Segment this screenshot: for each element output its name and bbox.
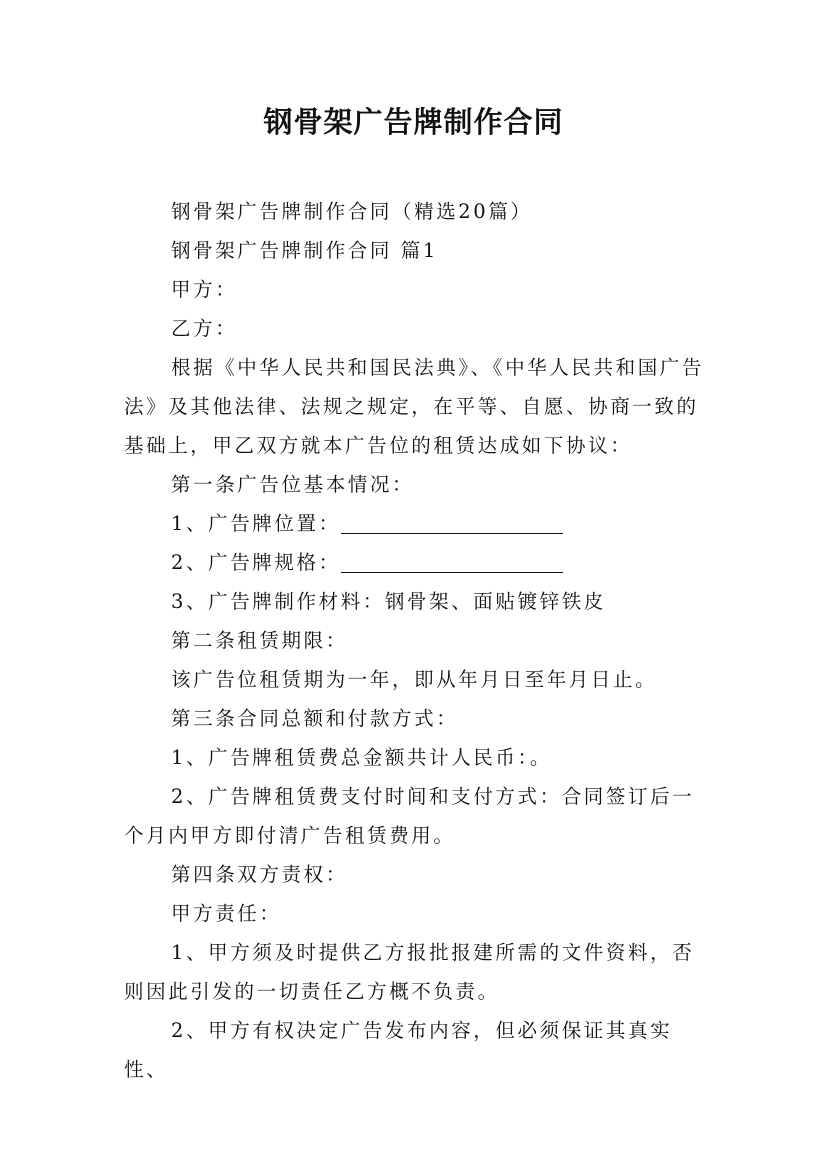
paragraph-article-4: 第四条双方责权：: [171, 863, 348, 886]
paragraph-section-heading: 钢骨架广告牌制作合同 篇1: [171, 239, 438, 262]
paragraph-billboard-size: [124, 543, 714, 582]
paragraph-duty-1: 1、甲方须及时提供乙方报批报建所需的文件资料，否则因此引发的一切责任乙方概不负责。: [124, 941, 695, 1003]
billboard-location-label: 1、广告牌位置：: [171, 512, 341, 535]
paragraph-subtitle: 钢骨架广告牌制作合同（精选20篇）: [171, 200, 533, 223]
paragraph-party-a: 甲方：: [171, 278, 238, 301]
paragraph-lease-term: 该广告位租赁期为一年，即从年月日至年月日止。: [171, 668, 658, 691]
paragraph-billboard-material: 3、广告牌制作材料：钢骨架、面贴镀锌铁皮: [171, 590, 606, 613]
paragraph-billboard-location: [124, 504, 714, 543]
paragraph-total-amount: 1、广告牌租赁费总金额共计人民币：。: [171, 746, 552, 769]
paragraph-article-2: 第二条租赁期限：: [171, 629, 348, 652]
billboard-location-blank: [341, 511, 563, 534]
document-body: [124, 192, 714, 1089]
document-title: 钢骨架广告牌制作合同: [263, 105, 564, 139]
billboard-size-label: 2、广告牌规格：: [171, 551, 341, 574]
paragraph-article-1: 第一条广告位基本情况：: [171, 473, 415, 496]
paragraph-payment-method: 2、广告牌租赁费支付时间和支付方式：合同签订后一个月内甲方即付清广告租赁费用。: [124, 785, 695, 847]
paragraph-party-a-duties: 甲方责任：: [171, 902, 282, 925]
paragraph-preamble: 根据《中华人民共和国民法典》、《中华人民共和国广告法》及其他法律、法规之规定，在平等、自愿、协商一致的基础上，甲乙双方就本广告位的租赁达成如下协议：: [124, 356, 705, 457]
paragraph-article-3: 第三条合同总额和付款方式：: [171, 707, 459, 730]
billboard-size-blank: [341, 550, 563, 573]
paragraph-duty-2: 2、甲方有权决定广告发布内容，但必须保证其真实性、: [124, 1019, 673, 1081]
paragraph-party-b: 乙方：: [171, 317, 238, 340]
